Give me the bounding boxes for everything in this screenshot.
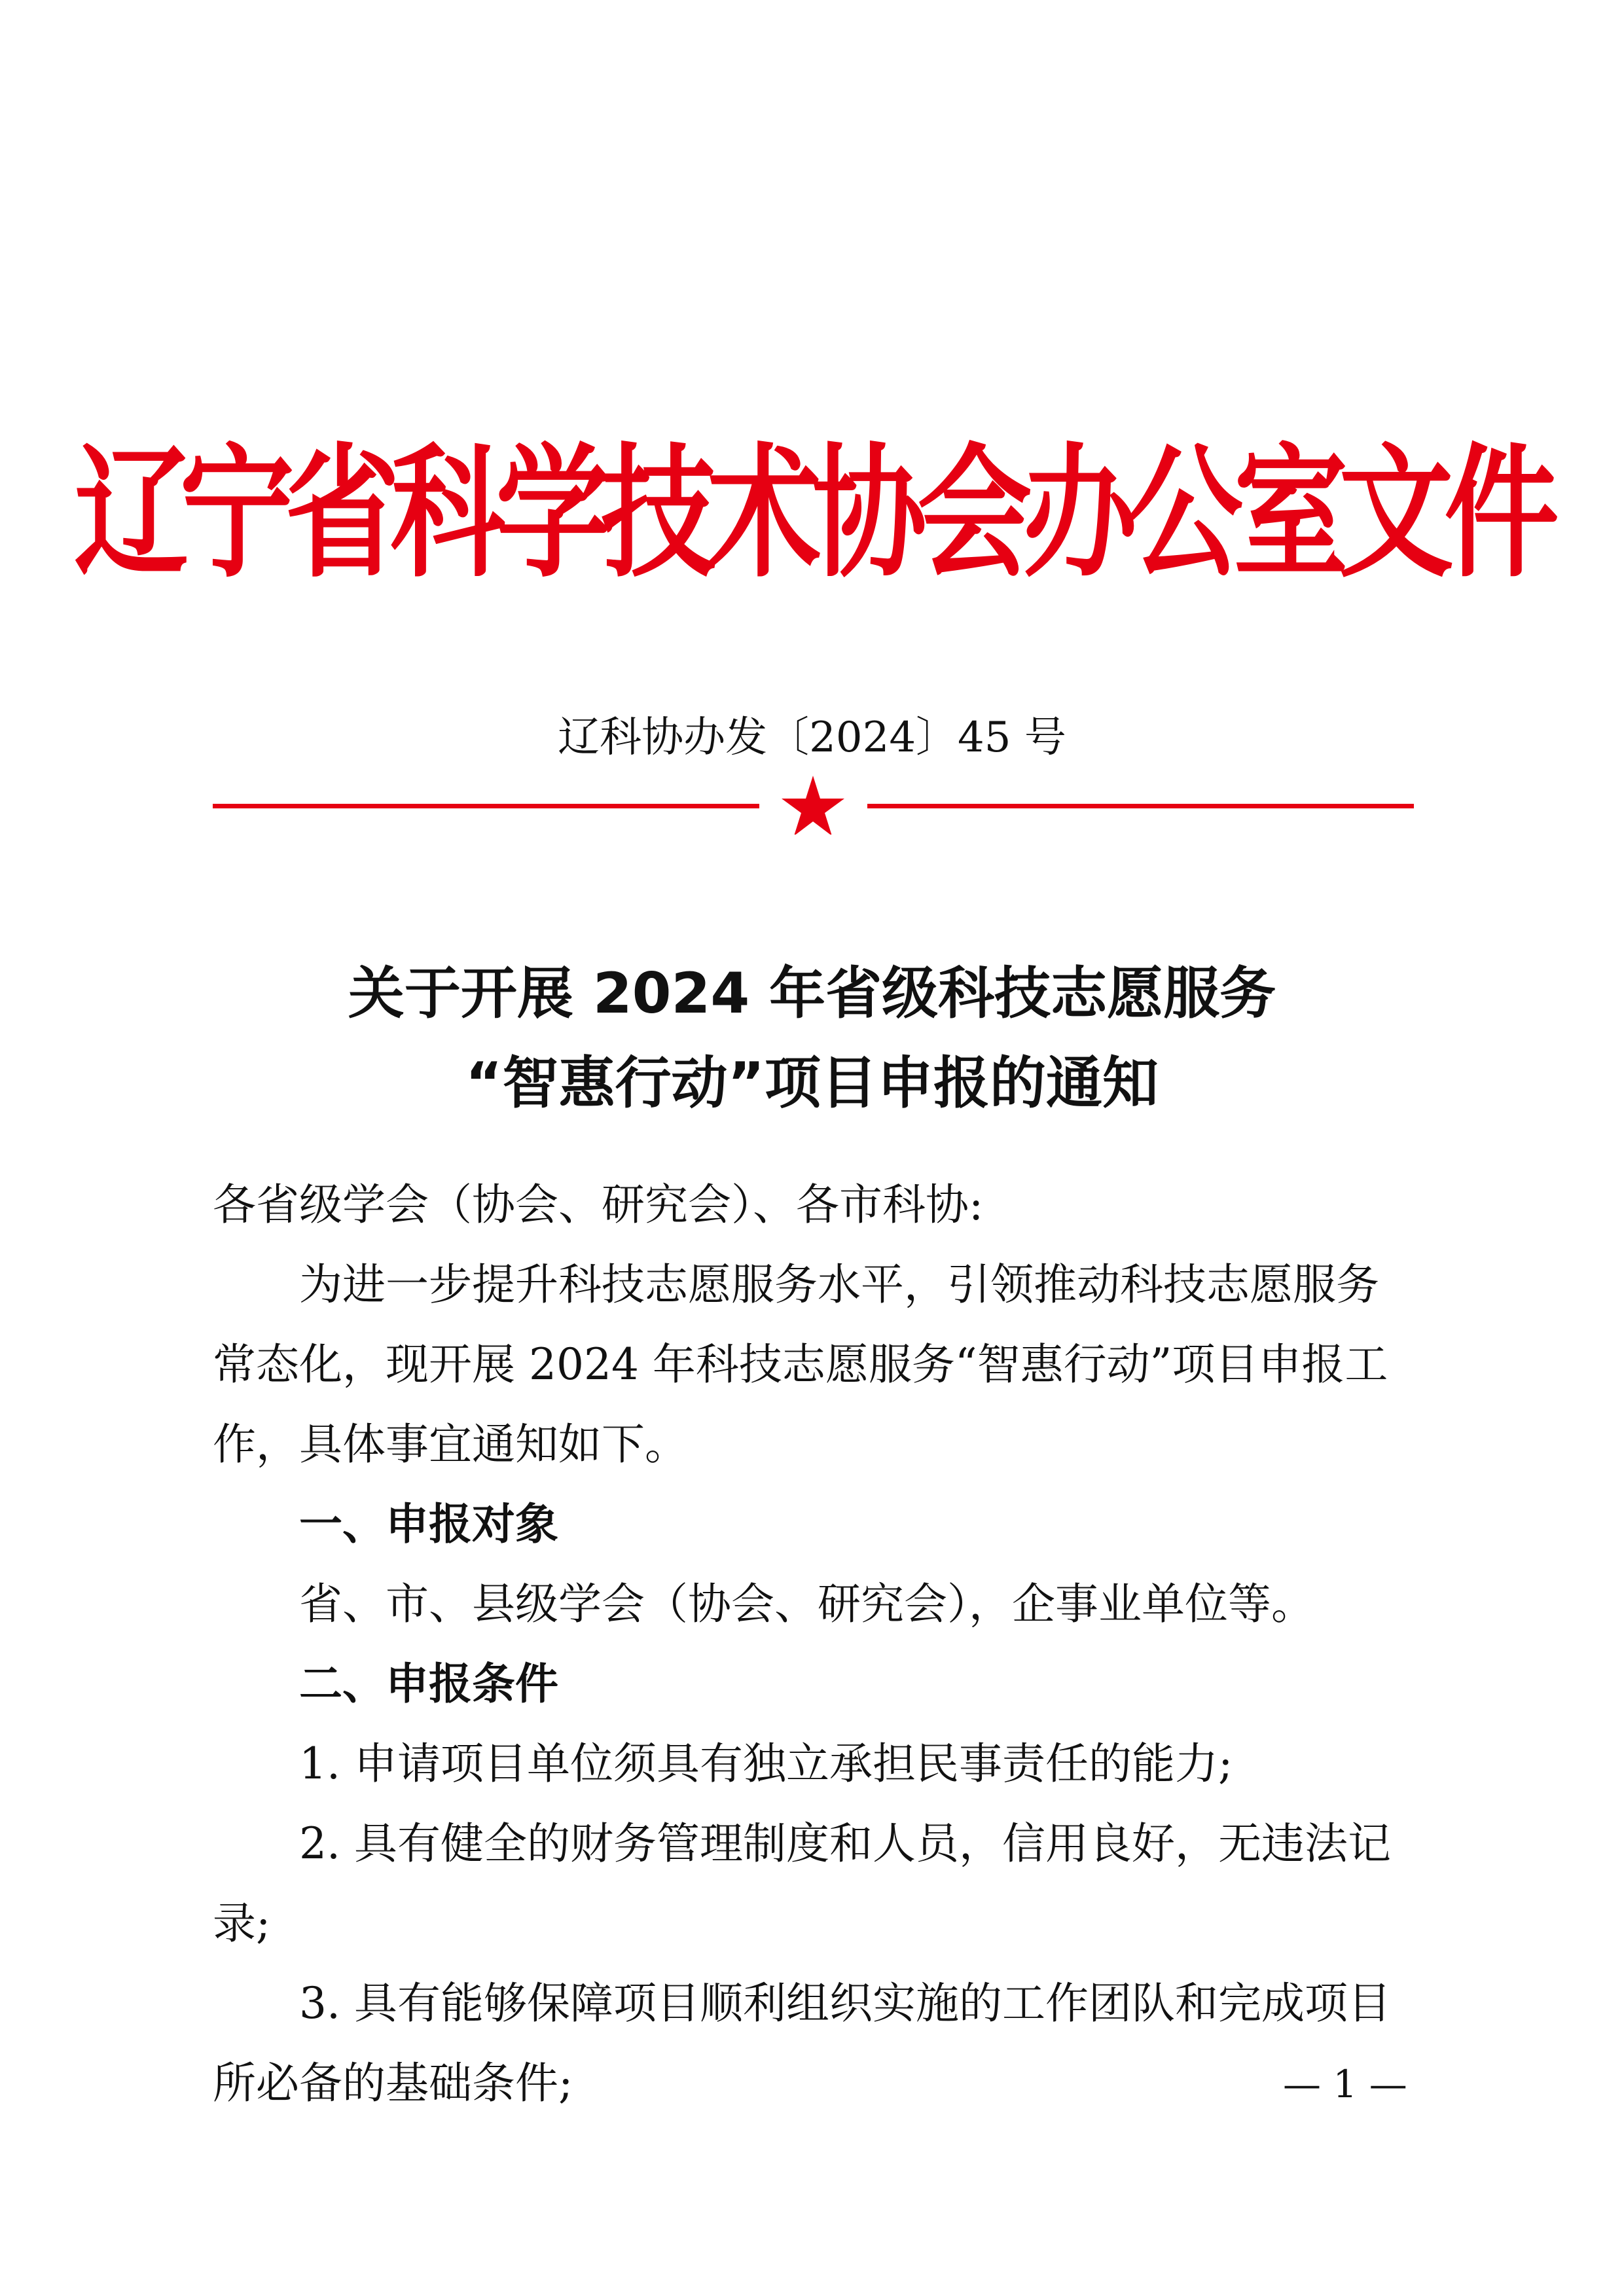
divider-line-left [213,804,759,808]
document-number: 辽科协办发〔2024〕45 号 [558,713,1066,762]
notice-title-line-2: “智惠行动”项目申报的通知 [465,1051,1159,1116]
section-text-applicants: 省、市、县级学会（协会、研究会），企事业单位等。 [299,1579,1314,1629]
page-number: — 1 — [1283,2062,1407,2106]
section-heading-applicants: 一、申报对象 [299,1499,558,1549]
red-divider [213,776,1414,835]
issuer-title: 辽宁省科学技术协会办公室文件 [74,431,1550,598]
document-body [213,1165,1417,2123]
notice-title-line-1: 关于开展 2024 年省级科技志愿服务 [348,961,1276,1026]
condition-item-1: 1. 申请项目单位须具有独立承担民事责任的能力; [299,1739,1233,1789]
condition-item-3: 3. 具有能够保障项目顺利组织实施的工作团队和完成项目所必备的基础条件; [213,1978,1391,2108]
intro-paragraph: 为进一步提升科技志愿服务水平，引领推动科技志愿服务常态化，现开展 2024 年科技志愿服务“智惠行动”项目申报工作，具体事宜通知如下。 [213,1259,1388,1469]
star-icon [782,776,844,835]
condition-item-2: 2. 具有健全的财务管理制度和人员，信用良好，无违法记录; [213,1818,1391,1949]
section-heading-conditions: 二、申报条件 [299,1659,558,1709]
divider-line-right [867,804,1414,808]
salutation: 各省级学会（协会、研究会）、各市科协: [213,1180,984,1230]
